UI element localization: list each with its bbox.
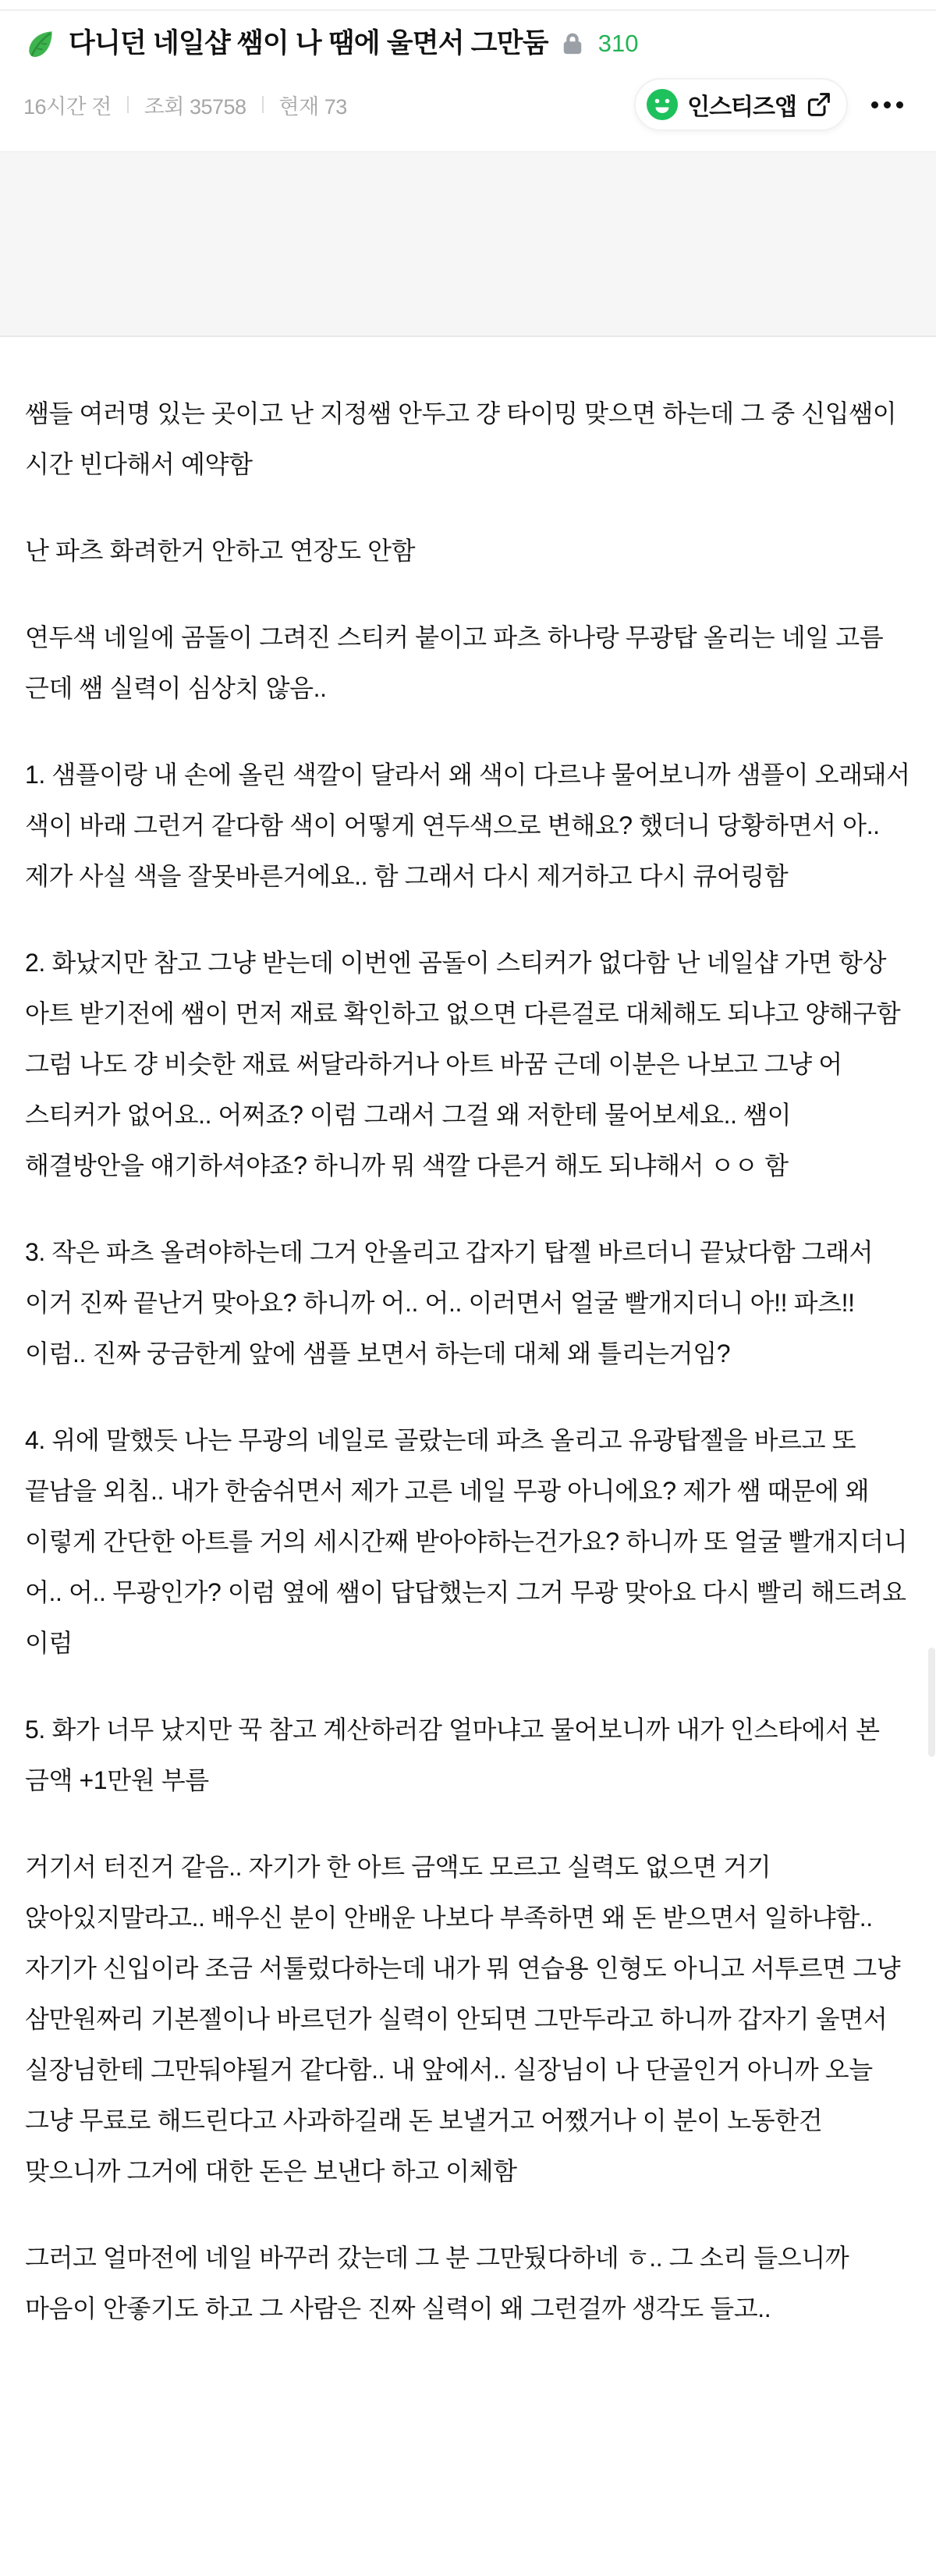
paragraph: 3. 작은 파츠 올려야하는데 그거 안올리고 갑자기 탑젤 바르더니 끝났다함 그래서 이거 진짜 끝난거 맞아요? 하니까 어.. 어.. 이러면서 얼굴 빨개지더니 아!! 파츠!! 이럼.. 진짜 궁금한게 앞에 샘플 보면서 하는데 대체 왜 틀리는거임? — [25, 1238, 874, 1368]
app-button-label: 인스티즈앱 — [687, 94, 796, 120]
title-row — [23, 27, 913, 61]
post-title: 다니던 네일샵 쌤이 나 땜에 울면서 그만둠 — [69, 28, 548, 59]
paragraph: 난 파츠 화려한거 안하고 연장도 안함 — [25, 537, 416, 565]
paragraph: 연두색 네일에 곰돌이 그려진 스티커 붙이고 파츠 하나랑 무광탑 올리는 네일 고름 근데 쌤 실력이 심상치 않음.. — [25, 623, 884, 702]
lock-icon — [561, 31, 584, 56]
paragraph: 2. 화났지만 참고 그냥 받는데 이번엔 곰돌이 스티커가 없다함 난 네일샵 가면 항상 아트 받기전에 쌤이 먼저 재료 확인하고 없으면 다른걸로 대체해도 되냐고 양해구함 그럼 나도 걍 비슷한 재료 써달라하거나 아트 바꿈 근데 이분은 나보고 그냥 어 스티커가 없어요.. 어쩌죠? 이럼 그래서 그걸 왜 저한테 물어보세요.. 쌤이 해결방안을 얘기하셔야죠? 하니까 뭐 색깔 다른거 해도 되냐해서 ㅇㅇ 함 — [25, 949, 901, 1180]
external-link-icon — [806, 92, 831, 117]
post-header — [0, 11, 936, 131]
more-options-icon — [871, 101, 878, 108]
meta-row — [23, 78, 913, 131]
post-meta — [23, 90, 347, 120]
paragraph: 거기서 터진거 같음.. 자기가 한 아트 금액도 모르고 실력도 없으면 거기 앉아있지말라고.. 배우신 분이 안배운 나보다 부족하면 왜 돈 받으면서 일하냐함.. 자기가 신입이라 조금 서툴렀다하는데 내가 뭐 연습용 인형도 아니고 서투르면 그냥 삼만원짜리 기본젤이나 바르던가 실력이 안되면 그만두라고 하니까 갑자기 울면서 실장님한테 그만둬야될거 같다함.. 내 앞에서.. 실장님이 나 단골인거 아니까 오늘 그냥 무료로 해드린다고 사과하길래 돈 보낼거고 어쨌거나 이 분이 노동한건 맞으니까 그거에 대한 돈은 보낸다 하고 이체함 — [25, 1853, 901, 2185]
header-actions — [634, 78, 913, 131]
smiley-icon — [647, 89, 678, 120]
paragraph: 1. 샘플이랑 내 손에 올린 색깔이 달라서 왜 색이 다르냐 물어보니까 샘플이 오래돼서 색이 바래 그런거 같다함 색이 어떻게 연두색으로 변해요? 했더니 당황하면서 아.. 제가 사실 색을 잘못바른거에요.. 함 그래서 다시 제거하고 다시 큐어링함 — [25, 761, 910, 890]
view-count: 조회 35758 — [144, 94, 246, 119]
meta-separator — [262, 96, 264, 113]
leaf-icon — [23, 27, 58, 61]
current-viewers: 현재 73 — [278, 94, 347, 119]
scrollbar-thumb[interactable] — [928, 1648, 935, 1757]
paragraph: 그러고 얼마전에 네일 바꾸러 갔는데 그 분 그만뒀다하네 ㅎ.. 그 소리 들으니까 마음이 안좋기도 하고 그 사람은 진짜 실력이 왜 그런걸까 생각도 들고.. — [25, 2244, 849, 2322]
like-count: 310 — [597, 30, 639, 57]
paragraph: 5. 화가 너무 났지만 꾹 참고 계산하러감 얼마냐고 물어보니까 내가 인스타에서 본 금액 +1만원 부름 — [25, 1716, 880, 1794]
paragraph: 쌤들 여러명 있는 곳이고 난 지정쌤 안두고 걍 타이밍 맞으면 하는데 그 중 신입쌤이 시간 빈다해서 예약함 — [25, 399, 897, 478]
more-options-button[interactable] — [871, 89, 903, 120]
paragraph: 4. 위에 말했듯 나는 무광의 네일로 골랐는데 파츠 올리고 유광탑젤을 바르고 또 끝남을 외침.. 내가 한숨쉬면서 제가 고른 네일 무광 아니에요? 제가 쌤 때문에 왜 이렇게 간단한 아트를 거의 세시간째 받아야하는건가요? 하니까 또 얼굴 빨개지더니 어.. 어.. 무광인가? 이럼 옆에 쌤이 답답했는지 그거 무광 맞아요 다시 빨리 해드려요 이럼 — [25, 1426, 908, 1657]
instiz-app-button[interactable] — [634, 78, 848, 131]
post-content — [0, 337, 936, 2334]
post-time: 16시간 전 — [23, 94, 112, 119]
meta-separator — [127, 96, 129, 113]
ad-placeholder — [0, 151, 936, 337]
